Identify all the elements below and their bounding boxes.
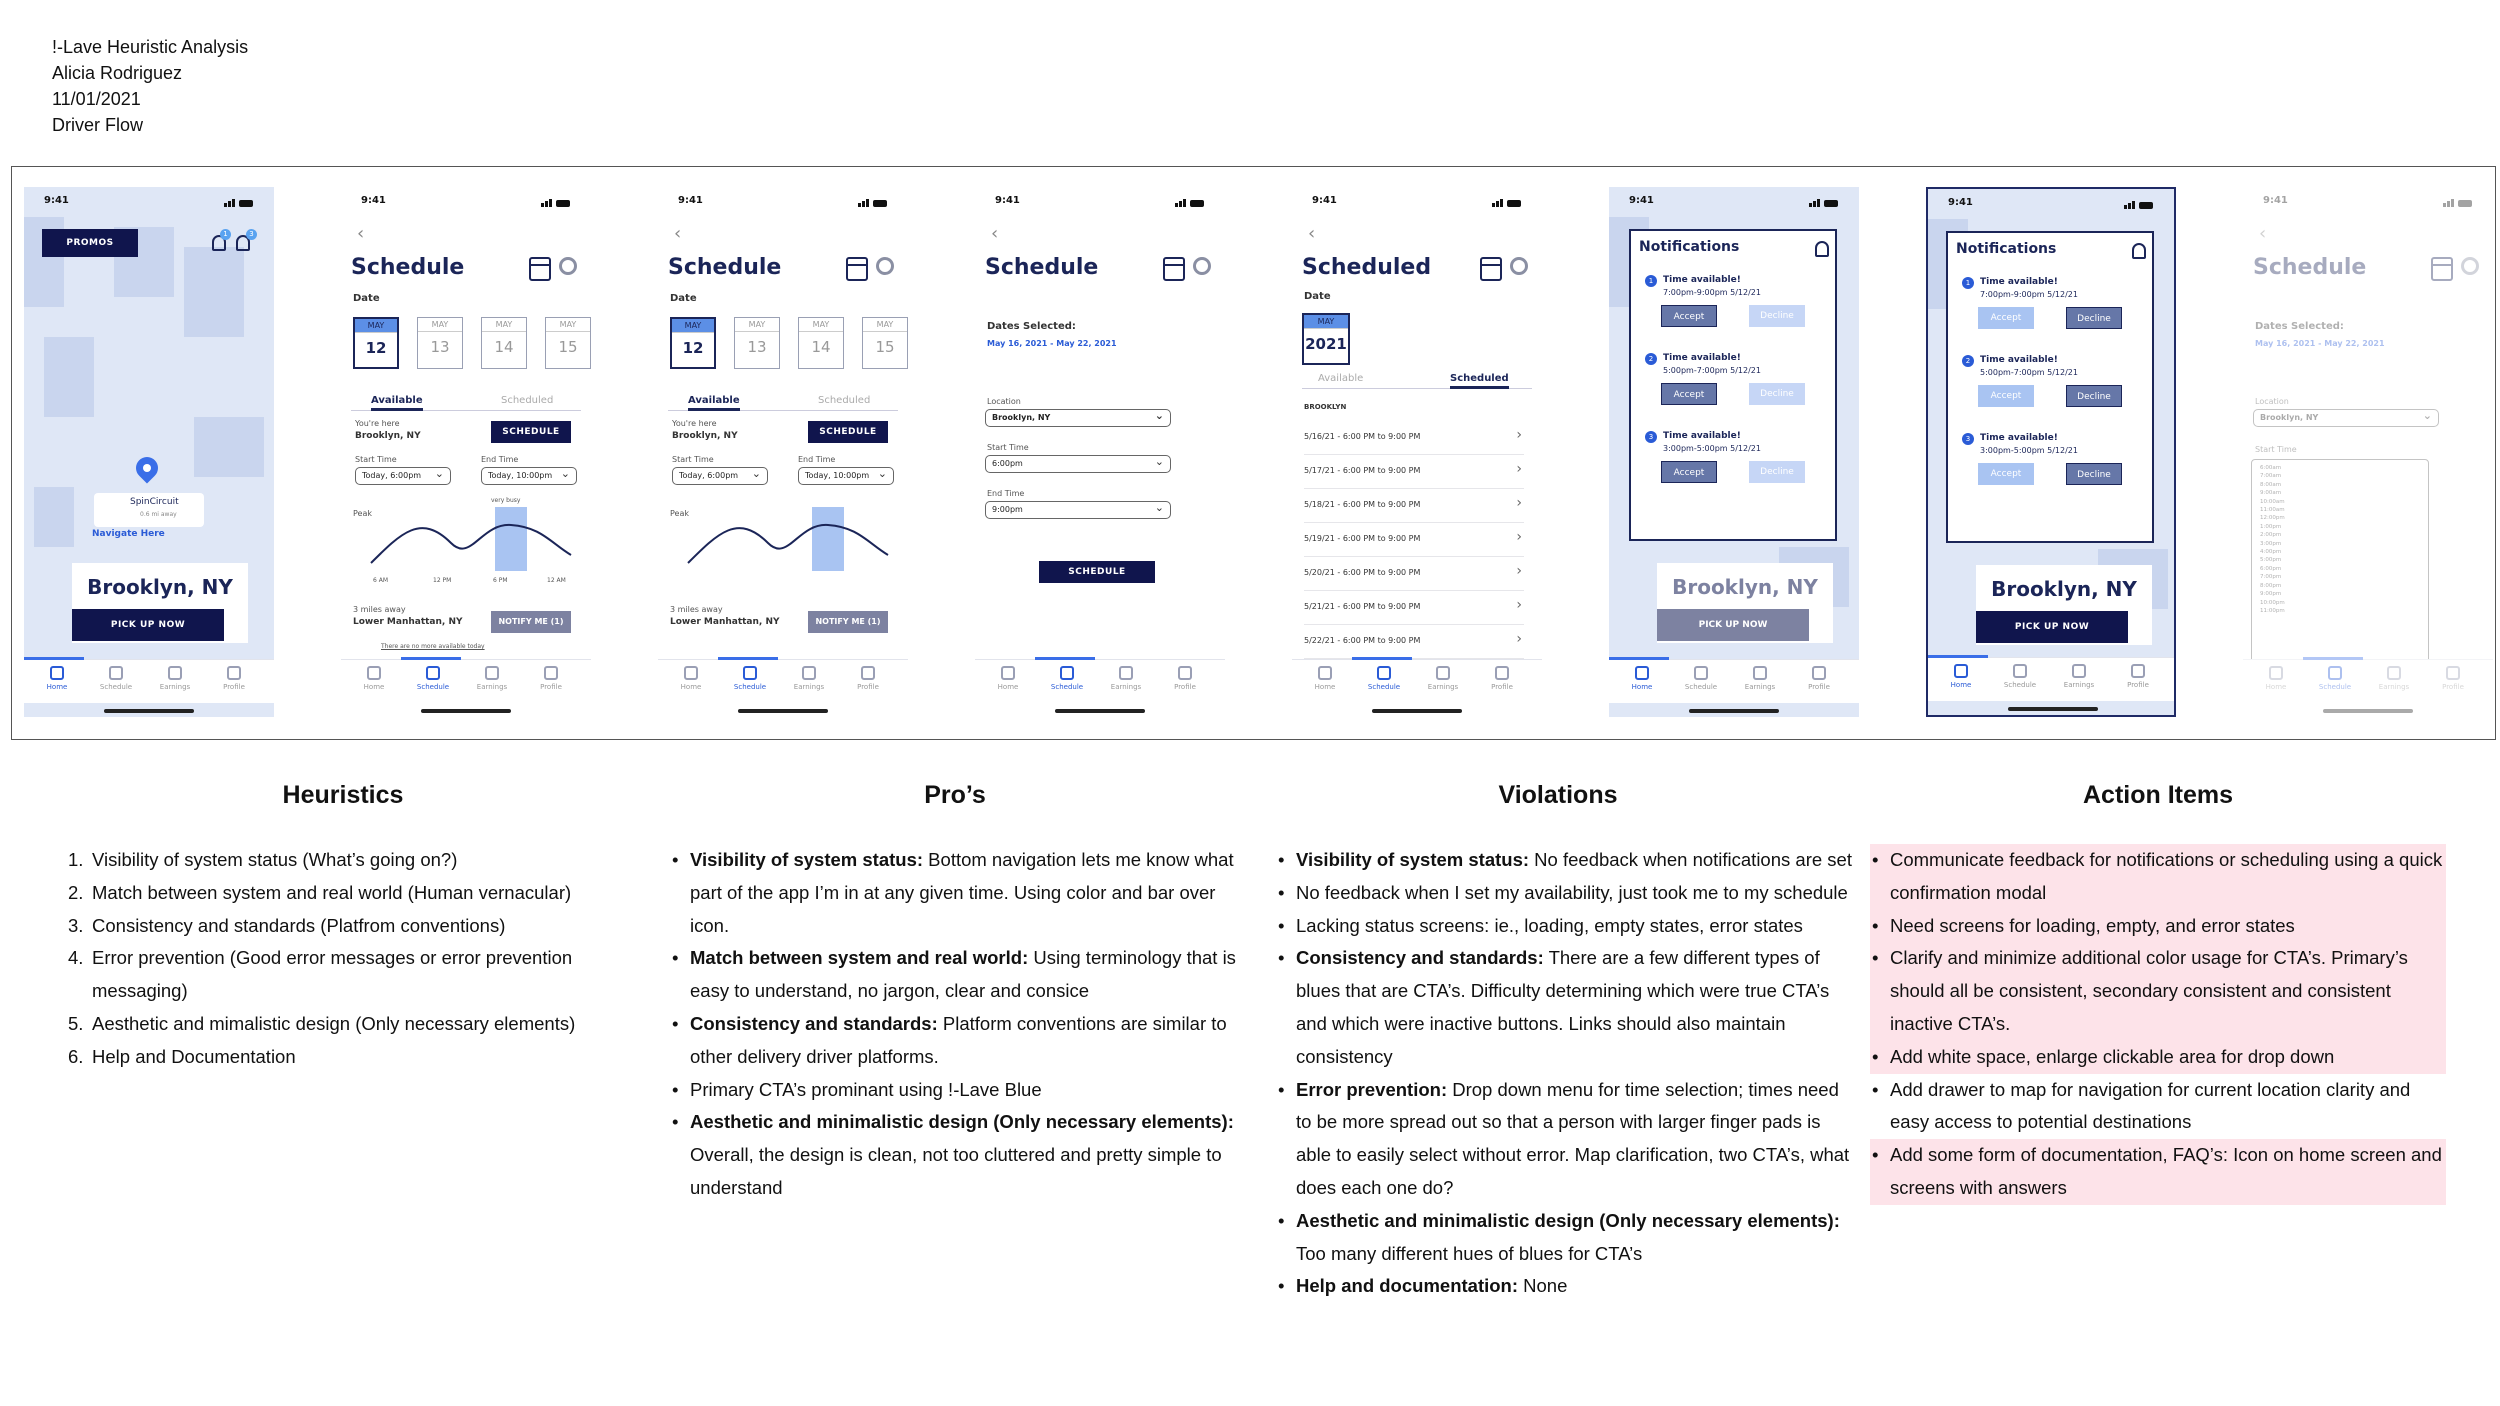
- time-option[interactable]: 8:00am: [2260, 481, 2282, 488]
- notify-me-button[interactable]: NOTIFY ME (1): [808, 611, 888, 633]
- home-icon: [1318, 666, 1332, 680]
- promos-button[interactable]: PROMOS: [42, 229, 138, 257]
- time-option[interactable]: 11:00pm: [2260, 607, 2285, 614]
- home-icon: [2269, 666, 2283, 680]
- bell-badge: 3: [246, 229, 257, 240]
- list-item: • Primary CTA’s prominant using !-Lave Blue: [670, 1074, 1250, 1107]
- screen-title: Scheduled: [1302, 255, 1432, 280]
- clock-icon: [743, 666, 757, 680]
- heuristics-list: [68, 844, 628, 1074]
- clock-icon: [1694, 666, 1708, 680]
- screen-notifications-1: 9:41 Notifications 1 Time available! 7:00pm-9:00pm 5/12/21 Accept Decline 2 Time available! 5:00pm-7:00pm 5/12/21 Accept Decline 3 Time available! 3:00pm-5:00pm 5/12/21 Accept Decline Brooklyn, NY PICK UP NOW Home Schedule Earnings Profile: [1609, 187, 1859, 717]
- nav-profile[interactable]: Profile: [209, 666, 259, 691]
- time-option[interactable]: 9:00am: [2260, 490, 2282, 497]
- screen-title: Schedule: [2253, 255, 2367, 280]
- pros-list: [670, 844, 1250, 1205]
- tab-bar: [668, 393, 898, 411]
- bottom-nav: [975, 659, 1225, 703]
- nav-schedule[interactable]: Schedule: [1995, 664, 2045, 689]
- gear-icon[interactable]: [876, 257, 894, 275]
- profile-icon: [544, 666, 558, 680]
- screen-title: Schedule: [351, 255, 465, 280]
- nav-home[interactable]: Home: [2251, 666, 2301, 691]
- start-time-select[interactable]: 6:00pm ⌄: [985, 455, 1171, 473]
- schedule-button[interactable]: SCHEDULE: [808, 421, 888, 443]
- chart-icon: [168, 666, 182, 680]
- action-items-list: [1870, 844, 2446, 1205]
- doc-author: Alicia Rodriguez: [52, 63, 183, 83]
- nav-earnings[interactable]: Earnings: [784, 666, 834, 691]
- time-option[interactable]: 4:00pm: [2260, 549, 2282, 556]
- decline-button[interactable]: Decline: [1749, 461, 1805, 483]
- nav-schedule[interactable]: Schedule: [1676, 666, 1726, 691]
- schedule-button[interactable]: SCHEDULE: [1039, 561, 1155, 583]
- nav-home[interactable]: Home: [666, 666, 716, 691]
- list-item: • Lacking status screens: ie., loading, empty states, error states: [1276, 910, 1856, 943]
- action-item-highlighted: • Add white space, enlarge clickable area for drop down: [1870, 1041, 2446, 1074]
- tab-available[interactable]: Available: [1318, 373, 1364, 384]
- back-icon[interactable]: ‹: [2259, 223, 2267, 244]
- document-meta: [52, 34, 248, 138]
- accept-button[interactable]: Accept: [1978, 463, 2034, 485]
- time-option[interactable]: 10:00pm: [2260, 599, 2285, 606]
- place-card[interactable]: SpinCircuit 0.6 mi away: [94, 493, 204, 527]
- scheduled-row[interactable]: 5/16/21 - 6:00 PM to 9:00 PM ›: [1304, 421, 1524, 455]
- violations-list: [1276, 844, 1856, 1303]
- pick-up-now-button[interactable]: PICK UP NOW: [1976, 611, 2128, 643]
- accept-button[interactable]: Accept: [1661, 461, 1717, 483]
- nav-home[interactable]: Home: [983, 666, 1033, 691]
- doc-date: 11/01/2021: [52, 89, 141, 109]
- decline-button[interactable]: Decline: [1749, 305, 1805, 327]
- nav-schedule[interactable]: Schedule: [91, 666, 141, 691]
- home-icon: [1954, 664, 1968, 678]
- busy-chart: [668, 503, 898, 583]
- accept-button[interactable]: Accept: [1661, 383, 1717, 405]
- time-option[interactable]: 8:00pm: [2260, 582, 2282, 589]
- gear-icon[interactable]: [1193, 257, 1211, 275]
- clock-icon: [2328, 666, 2342, 680]
- location-select[interactable]: Brooklyn, NY ⌄: [985, 409, 1171, 427]
- clock-icon: [109, 666, 123, 680]
- chart-icon: [1119, 666, 1133, 680]
- action-item: • Add drawer to map for navigation for current location clarity and easy access to potential destinations: [1870, 1074, 2446, 1140]
- date-option[interactable]: MAY 12: [353, 317, 399, 369]
- list-item: • Visibility of system status: No feedback when notifications are set: [1276, 844, 1856, 877]
- pros-heading: Pro’s: [924, 781, 986, 809]
- scheduled-row[interactable]: 5/22/21 - 6:00 PM to 9:00 PM ›: [1304, 625, 1524, 659]
- tab-available[interactable]: Available: [688, 395, 740, 411]
- action-items-heading: Action Items: [2082, 781, 2234, 809]
- bottom-nav: [341, 659, 591, 703]
- screen-schedule-2: 9:41 ‹ Schedule Date MAY 12 MAY 13 MAY 14 MAY 15 Available Scheduled You're here Brooklyn, NY SCHEDULE Start Time End Time Today, 6:00pm ⌄ Today, 10:00pm ⌄ Peak 3 miles away Lower Manhattan, NY NOTIFY ME (1) Home Schedule Earnings Profile: [658, 187, 908, 717]
- time-option[interactable]: 1:00pm: [2260, 523, 2282, 530]
- bell-icon[interactable]: [2132, 243, 2146, 259]
- screen-home: [24, 187, 274, 717]
- time-option[interactable]: 2:00pm: [2260, 532, 2282, 539]
- start-time-select[interactable]: Today, 6:00pm ⌄: [355, 467, 451, 485]
- doc-flow: Driver Flow: [52, 115, 144, 135]
- scheduled-row[interactable]: 5/17/21 - 6:00 PM to 9:00 PM ›: [1304, 455, 1524, 489]
- location-card: Brooklyn, NY PICK UP NOW: [1657, 563, 1833, 643]
- action-item-highlighted: • Communicate feedback for notifications or scheduling using a quick confirmation modal: [1870, 844, 2446, 910]
- date-option[interactable]: MAY 13: [734, 317, 780, 369]
- chart-icon: [1753, 666, 1767, 680]
- action-item-highlighted: • Need screens for loading, empty, and error states: [1870, 910, 2446, 943]
- list-item: 1. Visibility of system status (What’s going on?): [68, 849, 458, 870]
- time-option[interactable]: 11:00am: [2260, 507, 2285, 514]
- calendar-icon[interactable]: [529, 257, 551, 281]
- screen-dates-selected: 9:41 ‹ Schedule Dates Selected: May 16, 2021 - May 22, 2021 Location Brooklyn, NY ⌄ Start Time 6:00pm ⌄ End Time 9:00pm ⌄ SCHEDULE Home Schedule Earnings Profile: [975, 187, 1225, 717]
- profile-icon: [1178, 666, 1192, 680]
- pick-up-now-button[interactable]: PICK UP NOW: [72, 609, 224, 641]
- accept-button[interactable]: Accept: [1978, 385, 2034, 407]
- list-item: 3. Consistency and standards (Platfrom conventions): [68, 914, 506, 936]
- action-item-highlighted: • Clarify and minimize additional color usage for CTA’s. Primary’s should all be consistent, secondary consistent and consistent inactive CTA’s.: [1870, 942, 2446, 1040]
- start-time-select[interactable]: Today, 6:00pm ⌄: [672, 467, 768, 485]
- location-card: Brooklyn, NY PICK UP NOW: [1976, 565, 2152, 645]
- screen-notifications-2: 9:41 Notifications 1 Time available! 7:00pm-9:00pm 5/12/21 Accept Decline 2 Time available! 5:00pm-7:00pm 5/12/21 Accept Decline 3 Time available! 3:00pm-5:00pm 5/12/21 Accept Decline Brooklyn, NY PICK UP NOW Home Schedule Earnings Profile: [1926, 187, 2176, 717]
- notifications-panel: Notifications 1 Time available! 7:00pm-9:00pm 5/12/21 Accept Decline 2 Time available! 5:00pm-7:00pm 5/12/21 Accept Decline 3 Time available! 3:00pm-5:00pm 5/12/21 Accept Decline: [1629, 229, 1837, 541]
- end-time-field[interactable]: 9:00pm ⌄: [985, 501, 1171, 519]
- nav-profile[interactable]: Profile: [2113, 664, 2163, 689]
- back-icon[interactable]: ‹: [1308, 223, 1316, 244]
- clock-icon: [426, 666, 440, 680]
- tab-bar: [351, 393, 581, 411]
- nav-earnings[interactable]: Earnings: [1418, 666, 1468, 691]
- back-icon[interactable]: ‹: [357, 223, 365, 244]
- nav-profile[interactable]: Profile: [2428, 666, 2478, 691]
- time-option[interactable]: 10:00am: [2260, 498, 2285, 505]
- screen-strip: [11, 166, 2496, 740]
- month-option[interactable]: MAY 2021: [1302, 313, 1350, 365]
- navigate-link[interactable]: Navigate Here: [92, 529, 165, 539]
- nav-earnings[interactable]: Earnings: [2054, 664, 2104, 689]
- end-time-select[interactable]: Today, 10:00pm ⌄: [481, 467, 577, 485]
- calendar-icon[interactable]: [2431, 257, 2453, 281]
- scheduled-row[interactable]: 5/19/21 - 6:00 PM to 9:00 PM ›: [1304, 523, 1524, 557]
- screen-scheduled: 9:41 ‹ Scheduled Date MAY 2021 Available Scheduled BROOKLYN 5/16/21 - 6:00 PM to 9:00 PM › 5/17/21 - 6:00 PM to 9:00 PM › 5/18/21 - 6:00 PM to 9:00 PM › 5/19/21 - 6:00 PM to 9:00 PM › 5/20/21 - 6:00 PM to 9:00 PM › 5/21/21 - 6:00 PM to 9:00 PM › 5/22/21 - 6:00 PM to 9:00 PM › Home Schedule Earnings Profile: [1292, 187, 1542, 717]
- date-option[interactable]: MAY 13: [417, 317, 463, 369]
- violations-heading: Violations: [1498, 781, 1618, 809]
- tab-scheduled[interactable]: Scheduled: [818, 395, 871, 406]
- profile-icon: [227, 666, 241, 680]
- date-option[interactable]: MAY 14: [481, 317, 527, 369]
- calendar-icon[interactable]: [1163, 257, 1185, 281]
- bell-icon[interactable]: [1815, 241, 1829, 257]
- profile-icon: [2131, 664, 2145, 678]
- nav-home[interactable]: Home: [349, 666, 399, 691]
- list-item: • Consistency and standards: There are a few different types of blues that are CTA’s. Difficulty determining which were true CTA’s and which were inactive buttons. Links should also maintain consistency: [1276, 942, 1856, 1073]
- nav-home[interactable]: Home: [32, 666, 82, 691]
- list-item: 4. Error prevention (Good error messages or error prevention messaging): [68, 947, 573, 1002]
- time-option[interactable]: 6:00pm: [2260, 565, 2282, 572]
- time-option[interactable]: 7:00am: [2260, 473, 2282, 480]
- accept-button[interactable]: Accept: [1661, 305, 1717, 327]
- chart-icon: [1436, 666, 1450, 680]
- nav-schedule[interactable]: Schedule: [408, 666, 458, 691]
- back-icon[interactable]: ‹: [674, 223, 682, 244]
- list-item: 2. Match between system and real world (Human vernacular): [68, 881, 572, 903]
- time-dropdown-list[interactable]: [2251, 459, 2429, 685]
- time-option[interactable]: 9:00pm: [2260, 591, 2282, 598]
- heuristics-heading: Heuristics: [282, 781, 404, 809]
- bottom-nav: [1928, 657, 2174, 701]
- notify-me-button[interactable]: NOTIFY ME (1): [491, 611, 571, 633]
- profile-icon: [1495, 666, 1509, 680]
- profile-icon: [861, 666, 875, 680]
- chart-icon: [485, 666, 499, 680]
- gear-icon[interactable]: [559, 257, 577, 275]
- notifications-panel: Notifications 1 Time available! 7:00pm-9:00pm 5/12/21 Accept Decline 2 Time available! 5:00pm-7:00pm 5/12/21 Accept Decline 3 Time available! 3:00pm-5:00pm 5/12/21 Accept Decline: [1946, 231, 2154, 543]
- list-item: • No feedback when I set my availability, just took me to my schedule: [1276, 877, 1856, 910]
- clock-icon: [1060, 666, 1074, 680]
- list-item: • Visibility of system status: Bottom navigation lets me know what part of the app I’m in at any given time. Using color and bar over icon.: [670, 844, 1250, 942]
- calendar-icon[interactable]: [846, 257, 868, 281]
- decline-button[interactable]: Decline: [1749, 383, 1805, 405]
- nav-earnings[interactable]: Earnings: [150, 666, 200, 691]
- nav-profile[interactable]: Profile: [1794, 666, 1844, 691]
- scheduled-row[interactable]: 5/20/21 - 6:00 PM to 9:00 PM ›: [1304, 557, 1524, 591]
- location-select[interactable]: Brooklyn, NY ⌄: [2253, 409, 2439, 427]
- nav-schedule[interactable]: Schedule: [1042, 666, 1092, 691]
- decline-button[interactable]: Decline: [2066, 385, 2122, 407]
- screen-title: Schedule: [668, 255, 782, 280]
- nav-profile[interactable]: Profile: [526, 666, 576, 691]
- bottom-nav: [2243, 659, 2493, 703]
- clock-icon: [2013, 664, 2027, 678]
- screen-time-picker: 9:41 ‹ Schedule Dates Selected: May 16, 2021 - May 22, 2021 Location Brooklyn, NY ⌄ Start Time 6:00am 7:00am 8:00am 9:00am 10:00am 11:00am 12:00pm 1:00pm 2:00pm 3:00pm 4:00pm 5:00pm 6:00pm 7:00pm 8:00pm 9:00pm 10:00pm 11:00pm Home Schedule Earnings Profile: [2243, 187, 2493, 717]
- tab-bar: [1302, 371, 1532, 389]
- chat-badge: 1: [220, 229, 231, 240]
- screen-title: Schedule: [985, 255, 1099, 280]
- profile-icon: [1812, 666, 1826, 680]
- home-icon: [50, 666, 64, 680]
- location-card: [72, 563, 248, 643]
- status-bar: 9:41: [24, 187, 274, 213]
- city-name: Brooklyn, NY: [87, 575, 233, 599]
- date-option[interactable]: MAY 12: [670, 317, 716, 369]
- nav-schedule[interactable]: Schedule: [1359, 666, 1409, 691]
- nav-profile[interactable]: Profile: [1477, 666, 1527, 691]
- nav-home[interactable]: Home: [1300, 666, 1350, 691]
- nav-profile[interactable]: Profile: [1160, 666, 1210, 691]
- chart-icon: [2072, 664, 2086, 678]
- nav-home[interactable]: Home: [1617, 666, 1667, 691]
- tab-scheduled[interactable]: Scheduled: [501, 395, 554, 406]
- list-item: • Match between system and real world: Using terminology that is easy to understand, no jargon, clear and consice: [670, 942, 1250, 1008]
- home-icon: [684, 666, 698, 680]
- list-item: • Consistency and standards: Platform conventions are similar to other delivery driver platforms.: [670, 1008, 1250, 1074]
- home-icon: [1635, 666, 1649, 680]
- scheduled-row[interactable]: 5/21/21 - 6:00 PM to 9:00 PM ›: [1304, 591, 1524, 625]
- time-option[interactable]: 7:00pm: [2260, 574, 2282, 581]
- date-option[interactable]: MAY 15: [545, 317, 591, 369]
- list-item: • Error prevention: Drop down menu for time selection; times need to be more spread out so that a person with larger finger pads is able to easily select without error. Map clarification, two CTA’s, what does each one do?: [1276, 1074, 1856, 1205]
- time-option[interactable]: 5:00pm: [2260, 557, 2282, 564]
- nav-earnings[interactable]: Earnings: [1735, 666, 1785, 691]
- time-option[interactable]: 3:00pm: [2260, 540, 2282, 547]
- date-option[interactable]: MAY 14: [798, 317, 844, 369]
- bottom-nav: [658, 659, 908, 703]
- list-item: • Help and documentation: None: [1276, 1270, 1856, 1303]
- nav-schedule[interactable]: Schedule: [2310, 666, 2360, 691]
- nav-profile[interactable]: Profile: [843, 666, 893, 691]
- action-item-highlighted: • Add some form of documentation, FAQ’s: Icon on home screen and screens with answers: [1870, 1139, 2446, 1205]
- list-item: 6. Help and Documentation: [68, 1045, 296, 1067]
- decline-button[interactable]: Decline: [2066, 463, 2122, 485]
- gear-icon[interactable]: [2461, 257, 2479, 275]
- home-icon: [367, 666, 381, 680]
- scheduled-row[interactable]: 5/18/21 - 6:00 PM to 9:00 PM ›: [1304, 489, 1524, 523]
- nav-earnings[interactable]: Earnings: [2369, 666, 2419, 691]
- accept-button[interactable]: Accept: [1978, 307, 2034, 329]
- calendar-icon[interactable]: [1480, 257, 1502, 281]
- gear-icon[interactable]: [1510, 257, 1528, 275]
- bottom-nav: [1292, 659, 1542, 703]
- nav-schedule[interactable]: Schedule: [725, 666, 775, 691]
- tab-available[interactable]: Available: [371, 395, 423, 411]
- list-item: 5. Aesthetic and mimalistic design (Only necessary elements): [68, 1012, 576, 1034]
- home-icon: [1001, 666, 1015, 680]
- nav-earnings[interactable]: Earnings: [467, 666, 517, 691]
- schedule-button[interactable]: SCHEDULE: [491, 421, 571, 443]
- pick-up-now-button[interactable]: PICK UP NOW: [1657, 609, 1809, 641]
- tab-scheduled[interactable]: Scheduled: [1450, 373, 1509, 389]
- profile-icon: [2446, 666, 2460, 680]
- decline-button[interactable]: Decline: [2066, 307, 2122, 329]
- bottom-nav: [24, 659, 274, 703]
- chart-icon: [802, 666, 816, 680]
- back-icon[interactable]: ‹: [991, 223, 999, 244]
- list-item: • Aesthetic and minimalistic design (Only necessary elements): Overall, the design is clean, not too cluttered and pretty simple to understand: [670, 1106, 1250, 1204]
- end-time-select[interactable]: Today, 10:00pm ⌄: [798, 467, 894, 485]
- doc-title: !-Lave Heuristic Analysis: [52, 37, 249, 57]
- bottom-nav: [1609, 659, 1859, 703]
- location-pin-icon[interactable]: [131, 452, 162, 483]
- busy-chart: [351, 503, 581, 583]
- time-option[interactable]: 12:00pm: [2260, 515, 2285, 522]
- clock-icon: [1377, 666, 1391, 680]
- nav-home[interactable]: Home: [1936, 664, 1986, 689]
- time-option[interactable]: 6:00am: [2260, 465, 2282, 471]
- screen-schedule-1: 9:41 ‹ Schedule Date MAY 12 MAY 13 MAY 14 MAY 15 Available Scheduled You're here Brooklyn, NY SCHEDULE Start Time End Time Today, 6:00pm ⌄ Today, 10:00pm ⌄ Peak very busy 6 AM 12 PM 6 PM 12 AM 3 miles away Lower Manhattan, NY NOTIFY ME (1) There are no more available today Home Schedule Earnings Profile: [341, 187, 591, 717]
- date-option[interactable]: MAY 15: [862, 317, 908, 369]
- nav-earnings[interactable]: Earnings: [1101, 666, 1151, 691]
- chart-icon: [2387, 666, 2401, 680]
- list-item: • Aesthetic and minimalistic design (Only necessary elements): Too many different hues of blues for CTA’s: [1276, 1205, 1856, 1271]
